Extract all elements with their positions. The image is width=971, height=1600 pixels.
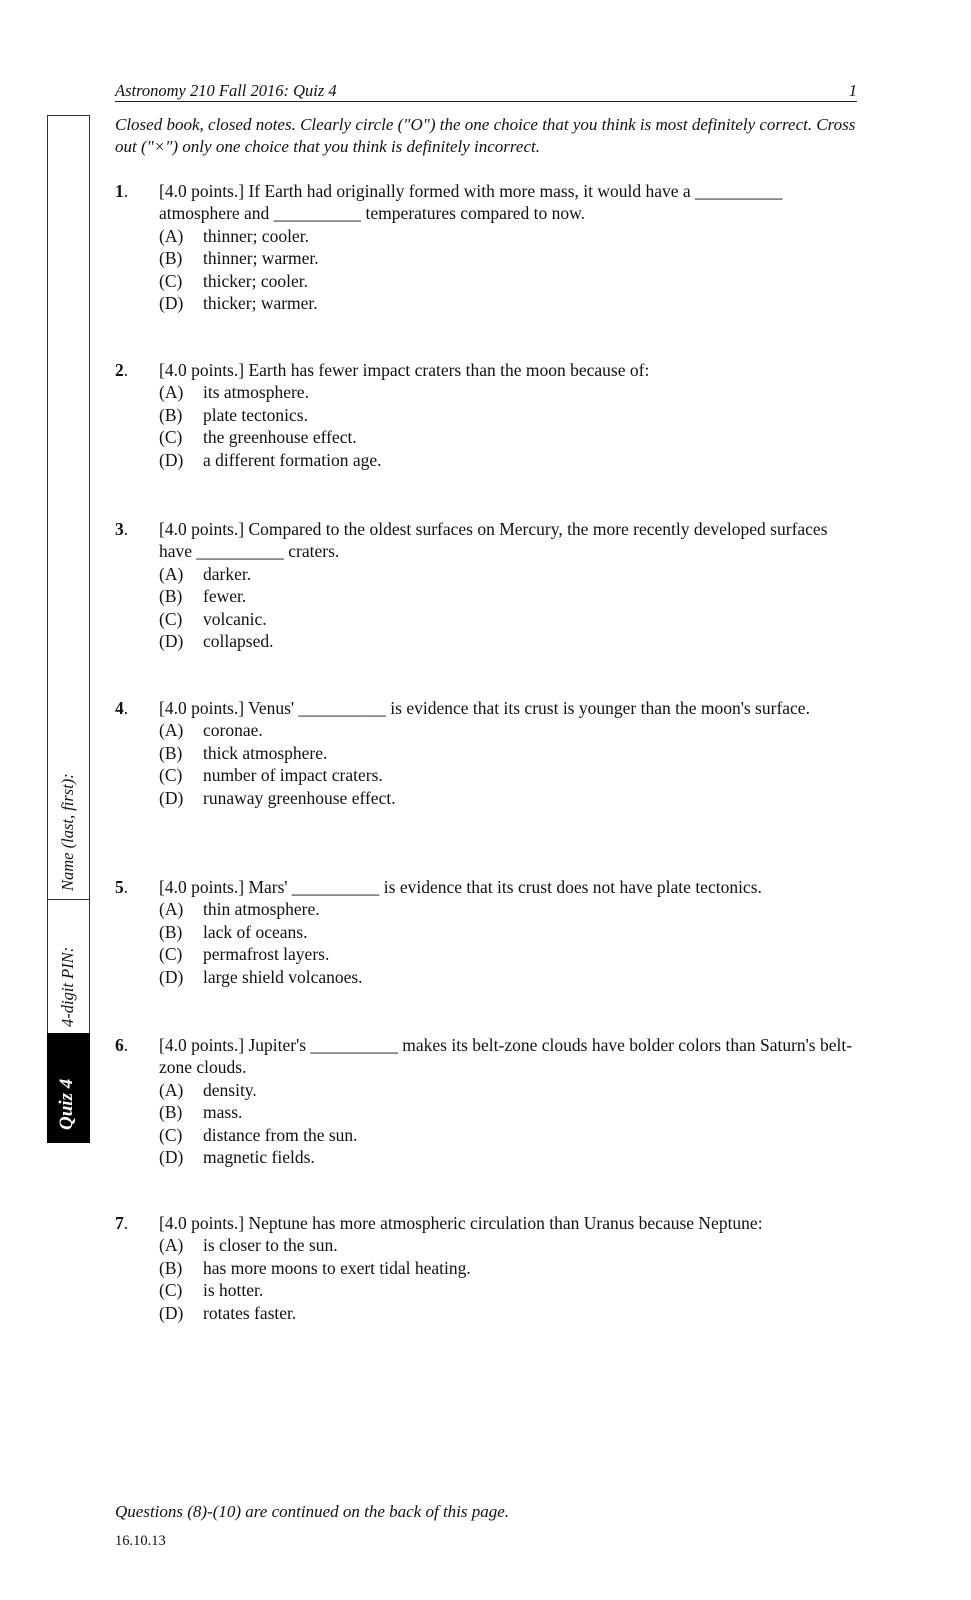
choice-c[interactable]	[159, 608, 857, 630]
choice-letter: (C)	[159, 1280, 183, 1301]
choice-text: collapsed.	[203, 631, 274, 652]
page-header	[115, 79, 857, 102]
choice-a[interactable]	[159, 1234, 857, 1256]
choice-text: large shield volcanoes.	[203, 966, 363, 987]
choice-text: thin atmosphere.	[203, 899, 320, 920]
question-5	[115, 876, 857, 988]
choice-letter: (D)	[159, 293, 184, 314]
question-stem: [4.0 points.] Neptune has more atmospheric circulation than Uranus because Neptune:	[159, 1213, 763, 1233]
choice-a[interactable]	[159, 898, 857, 920]
choice-c[interactable]	[159, 764, 857, 786]
choice-b[interactable]	[159, 1101, 857, 1123]
choice-d[interactable]	[159, 1302, 857, 1324]
choice-text: has more moons to exert tidal heating.	[203, 1257, 471, 1278]
choice-letter: (C)	[159, 427, 183, 448]
choice-letter: (C)	[159, 608, 183, 629]
choice-text: a different formation age.	[203, 449, 382, 470]
question-number: 1.	[115, 181, 129, 201]
question-4	[115, 697, 857, 809]
choice-a[interactable]	[159, 563, 857, 585]
choice-letter: (C)	[159, 1124, 183, 1145]
choice-b[interactable]	[159, 404, 857, 426]
question-stem: [4.0 points.] Compared to the oldest surfaces on Mercury, the more recently developed surfaces have __________ craters.	[159, 519, 828, 562]
choice-text: the greenhouse effect.	[203, 427, 357, 448]
choice-text: thinner; cooler.	[203, 225, 309, 246]
question-stem: [4.0 points.] Venus' __________ is evidence that its crust is younger than the moon's surface.	[159, 698, 810, 718]
choice-text: thick atmosphere.	[203, 742, 328, 763]
choice-letter: (B)	[159, 1102, 183, 1123]
choice-letter: (B)	[159, 586, 183, 607]
choice-letter: (A)	[159, 720, 184, 741]
choice-c[interactable]	[159, 426, 857, 448]
choice-d[interactable]	[159, 630, 857, 652]
question-number: 3.	[115, 519, 129, 539]
document-date: 16.10.13	[115, 1533, 166, 1549]
question-stem: [4.0 points.] If Earth had originally formed with more mass, it would have a __________ atmosphere and __________ temperatures compared to now.	[159, 181, 783, 224]
choice-letter: (B)	[159, 921, 183, 942]
choice-c[interactable]	[159, 270, 857, 292]
question-number: 7.	[115, 1213, 129, 1233]
question-number: 6.	[115, 1035, 129, 1055]
question-7	[115, 1212, 857, 1324]
choice-text: coronae.	[203, 720, 263, 741]
choice-text: distance from the sun.	[203, 1124, 358, 1145]
question-1	[115, 180, 857, 314]
choice-letter: (D)	[159, 631, 184, 652]
instructions: Closed book, closed notes. Clearly circle ("O") the one choice that you think is most definitely correct. Cross out ("×") only one choice that you think is definitely incorrect.	[115, 115, 856, 156]
pin-field-label: 4-digit PIN:	[58, 946, 77, 1027]
choice-letter: (D)	[159, 1147, 184, 1168]
choice-letter: (D)	[159, 449, 184, 470]
sidebar-frame	[47, 115, 90, 1034]
choice-letter: (B)	[159, 404, 183, 425]
choice-text: volcanic.	[203, 608, 267, 629]
choice-letter: (B)	[159, 1257, 183, 1278]
choice-d[interactable]	[159, 449, 857, 471]
choice-text: darker.	[203, 563, 252, 584]
question-stem: [4.0 points.] Mars' __________ is evidence that its crust does not have plate tectonics.	[159, 877, 762, 897]
choice-text: permafrost layers.	[203, 944, 330, 965]
choice-d[interactable]	[159, 966, 857, 988]
choice-d[interactable]	[159, 1146, 857, 1168]
name-field-label: Name (last, first):	[58, 773, 77, 891]
choice-text: thicker; warmer.	[203, 293, 318, 314]
choice-a[interactable]	[159, 225, 857, 247]
choice-letter: (A)	[159, 1235, 184, 1256]
choice-letter: (B)	[159, 742, 183, 763]
choice-text: runaway greenhouse effect.	[203, 787, 396, 808]
choice-text: is closer to the sun.	[203, 1235, 338, 1256]
student-id-sidebar	[47, 115, 90, 1143]
question-number: 5.	[115, 877, 129, 897]
choice-letter: (A)	[159, 1079, 184, 1100]
sidebar-divider	[47, 899, 90, 900]
question-2	[115, 359, 857, 471]
choice-letter: (C)	[159, 765, 183, 786]
choice-letter: (A)	[159, 225, 184, 246]
choice-text: fewer.	[203, 586, 247, 607]
choice-b[interactable]	[159, 247, 857, 269]
question-stem: [4.0 points.] Earth has fewer impact craters than the moon because of:	[159, 360, 650, 380]
choice-b[interactable]	[159, 585, 857, 607]
question-stem: [4.0 points.] Jupiter's __________ makes its belt-zone clouds have bolder colors than Saturn's belt-zone clouds.	[159, 1035, 853, 1078]
choice-b[interactable]	[159, 742, 857, 764]
choice-letter: (B)	[159, 248, 183, 269]
choice-text: thinner; warmer.	[203, 248, 319, 269]
choice-text: its atmosphere.	[203, 382, 309, 403]
choice-text: is hotter.	[203, 1280, 264, 1301]
quiz-label: Quiz 4	[56, 1078, 77, 1130]
choice-text: thicker; cooler.	[203, 270, 308, 291]
choice-text: plate tectonics.	[203, 404, 308, 425]
choice-letter: (A)	[159, 382, 184, 403]
choice-text: lack of oceans.	[203, 921, 308, 942]
choice-a[interactable]	[159, 719, 857, 741]
choice-letter: (C)	[159, 270, 183, 291]
choice-a[interactable]	[159, 1079, 857, 1101]
choice-text: density.	[203, 1079, 257, 1100]
continued-note: Questions (8)-(10) are continued on the back of this page.	[115, 1502, 510, 1521]
choice-c[interactable]	[159, 1124, 857, 1146]
choice-text: mass.	[203, 1102, 243, 1123]
choice-a[interactable]	[159, 381, 857, 403]
question-6	[115, 1034, 857, 1168]
choice-b[interactable]	[159, 1257, 857, 1279]
choice-c[interactable]	[159, 1279, 857, 1301]
choice-text: magnetic fields.	[203, 1147, 315, 1168]
quiz-title: Astronomy 210 Fall 2016: Quiz 4	[115, 81, 337, 100]
choice-letter: (C)	[159, 944, 183, 965]
choice-letter: (D)	[159, 1302, 184, 1323]
choice-c[interactable]	[159, 943, 857, 965]
choice-text: number of impact craters.	[203, 765, 383, 786]
choice-text: rotates faster.	[203, 1302, 297, 1323]
choice-letter: (A)	[159, 899, 184, 920]
choice-d[interactable]	[159, 787, 857, 809]
question-number: 4.	[115, 698, 129, 718]
choice-d[interactable]	[159, 292, 857, 314]
choice-letter: (D)	[159, 787, 184, 808]
choice-letter: (A)	[159, 563, 184, 584]
page-number: 1	[848, 81, 857, 100]
question-3	[115, 518, 857, 652]
question-number: 2.	[115, 360, 129, 380]
choice-b[interactable]	[159, 921, 857, 943]
choice-letter: (D)	[159, 966, 184, 987]
